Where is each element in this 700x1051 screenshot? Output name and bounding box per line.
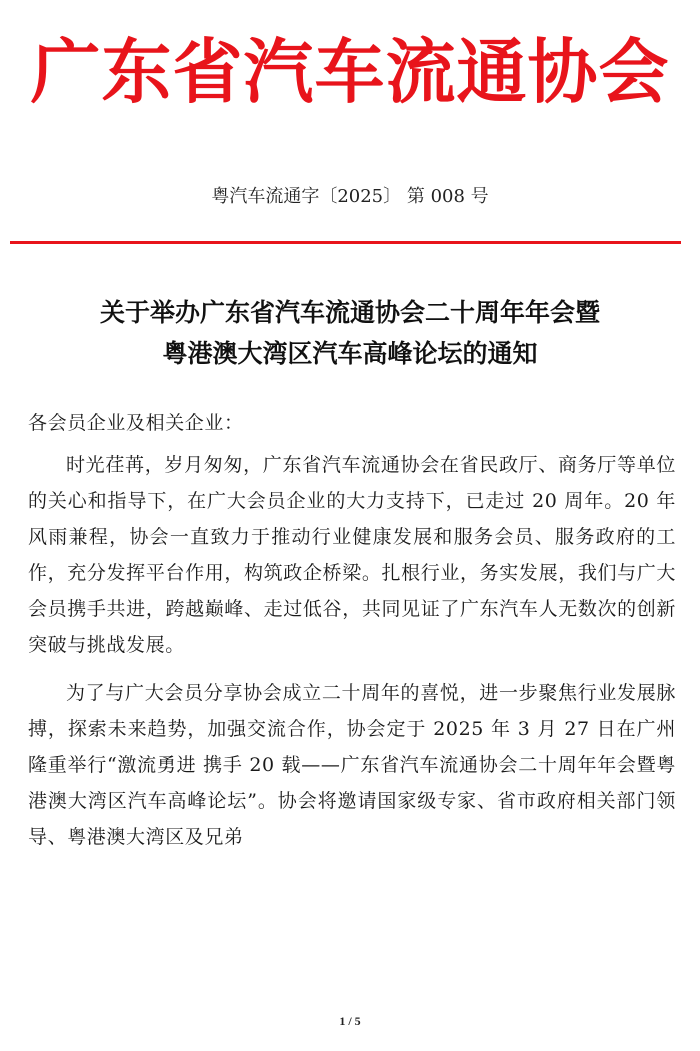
letterhead-divider bbox=[10, 241, 681, 244]
organization-letterhead: 广东省汽车流通协会 bbox=[30, 31, 670, 113]
page-number: 1 / 5 bbox=[339, 1014, 361, 1028]
notice-title bbox=[0, 292, 700, 374]
body-paragraph-1: 时光荏苒，岁月匆匆，广东省汽车流通协会在省民政厅、商务厅等单位的关心和指导下，在广大会员企业的大力支持下，已走过 20 周年。20 年风雨兼程，协会一直致力于推动行业健康发展和服务会员、服务政府的工作，充分发挥平台作用，构筑政企桥梁。扎根行业，务实发展，我们与广大会员携手共进，跨越巅峰、走过低谷，共同见证了广东汽车人无数次的创新突破与挑战发展。 bbox=[28, 454, 676, 656]
salutation: 各会员企业及相关企业： bbox=[28, 412, 244, 434]
document-number: 粤汽车流通字〔2025〕 第 008 号 bbox=[211, 186, 489, 207]
notice-body bbox=[28, 405, 676, 855]
notice-title-line-2: 粤港澳大湾区汽车高峰论坛的通知 bbox=[162, 339, 538, 368]
notice-title-line-1: 关于举办广东省汽车流通协会二十周年年会暨 bbox=[99, 298, 600, 327]
body-paragraph-2: 为了与广大会员分享协会成立二十周年的喜悦，进一步聚焦行业发展脉搏，探索未来趋势，加强交流合作，协会定于 2025 年 3 月 27 日在广州隆重举行“激流勇进 携手 20 载——广东省汽车流通协会二十周年年会暨粤港澳大湾区汽车高峰论坛”。协会将邀请国家级专家、省市政府相关部门领导、粤港澳大湾区及兄弟 bbox=[28, 682, 676, 848]
